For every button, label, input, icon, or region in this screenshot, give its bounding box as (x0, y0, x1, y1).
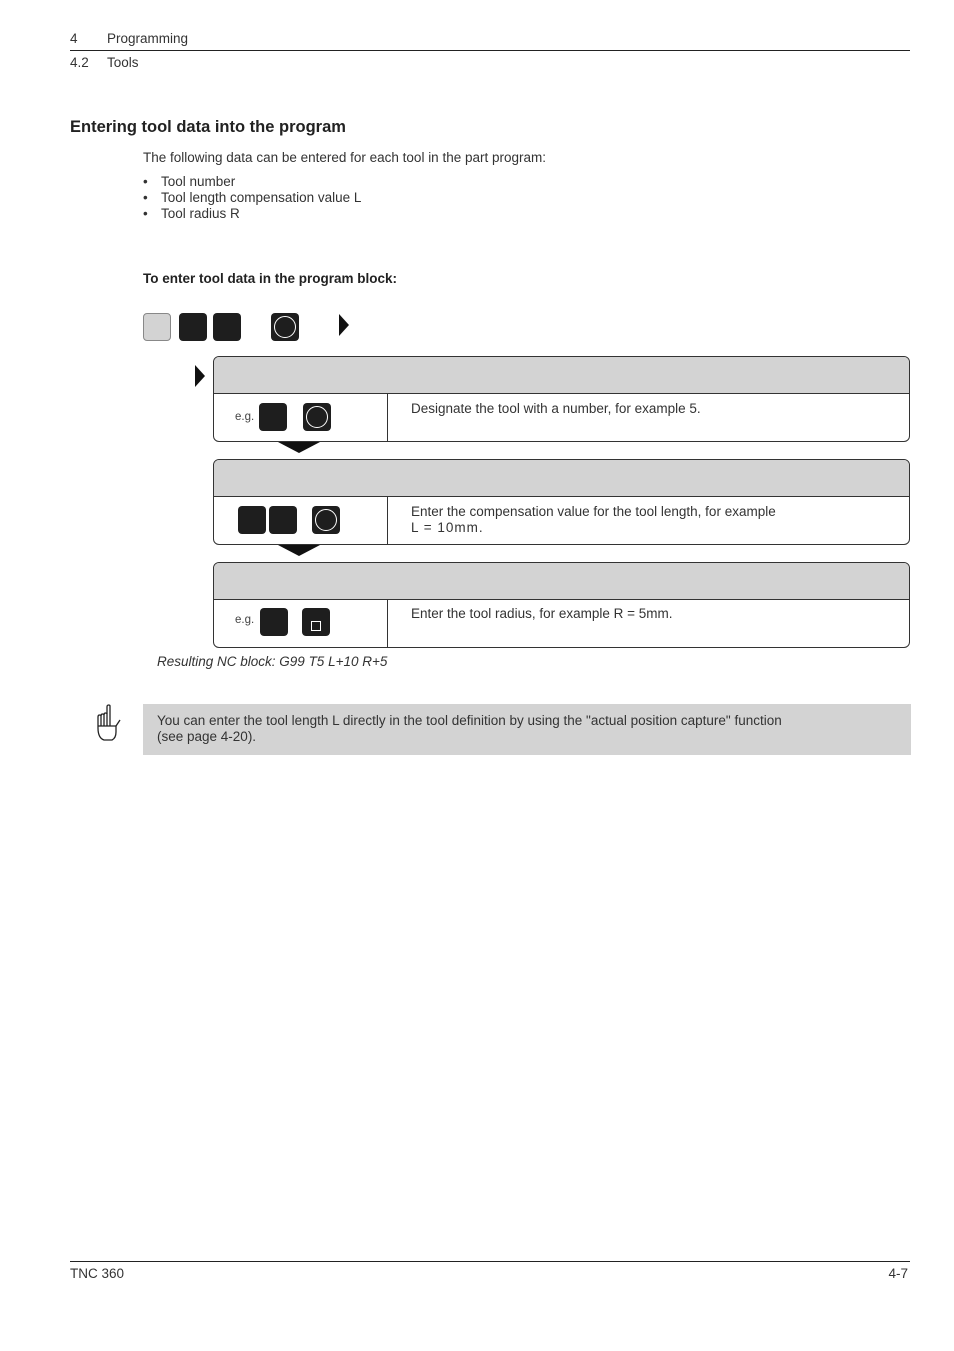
step-divider (387, 394, 388, 441)
bullet-item: • Tool radius R (143, 206, 361, 222)
note-text (157, 713, 877, 745)
desc-line: L = 10mm. (411, 520, 484, 535)
step-header (214, 460, 909, 497)
digit-key (213, 313, 241, 341)
step-divider (387, 600, 388, 647)
digit-key (259, 403, 287, 431)
intro-text: The following data can be entered for each tool in the part program: (143, 150, 546, 165)
step-tool-number (213, 356, 910, 442)
tool-def-key (143, 313, 171, 341)
desc-line: Enter the compensation value for the tool length, for example (411, 504, 776, 519)
chapter-number: 4 (70, 31, 78, 46)
arrow-right-icon (195, 365, 205, 387)
bullet-item: • Tool number (143, 174, 361, 190)
step-tool-length (213, 459, 910, 545)
bullet-list (143, 174, 361, 222)
hand-pointer-icon (92, 704, 122, 744)
chapter-title: Programming (107, 31, 189, 46)
step-tool-radius (213, 562, 910, 648)
section-name: Tools (107, 55, 139, 70)
eg-label: e.g. (235, 614, 255, 626)
ent-key (271, 313, 299, 341)
arrow-right-icon (339, 314, 349, 336)
digit-key (260, 608, 288, 636)
header-rule (70, 50, 910, 51)
digit-key (238, 506, 266, 534)
step-description (411, 504, 891, 536)
step-header (214, 357, 909, 394)
page-title: Entering tool data into the program (70, 118, 346, 136)
g-key (179, 313, 207, 341)
step-description: Designate the tool with a number, for example 5. (411, 401, 701, 416)
step-divider (387, 497, 388, 544)
page-number: 4-7 (888, 1266, 908, 1281)
step-description: Enter the tool radius, for example R = 5mm. (411, 606, 673, 621)
ent-key (303, 403, 331, 431)
section-number: 4.2 (70, 55, 89, 70)
footer-product: TNC 360 (70, 1266, 125, 1281)
instruction-heading: To enter tool data in the program block: (143, 271, 398, 286)
note-line: You can enter the tool length L directly in the tool definition by using the "actual position capture" function (157, 713, 782, 728)
eg-label: e.g. (235, 411, 255, 423)
arrow-down-icon (278, 442, 320, 453)
footer-rule (70, 1261, 910, 1262)
ent-key (312, 506, 340, 534)
digit-key (269, 506, 297, 534)
result-nc-block: Resulting NC block: G99 T5 L+10 R+5 (157, 654, 388, 669)
end-block-key (302, 608, 330, 636)
arrow-down-icon (278, 545, 320, 556)
note-line: (see page 4-20). (157, 729, 257, 744)
bullet-item: • Tool length compensation value L (143, 190, 361, 206)
step-header (214, 563, 909, 600)
note-box (143, 704, 911, 755)
